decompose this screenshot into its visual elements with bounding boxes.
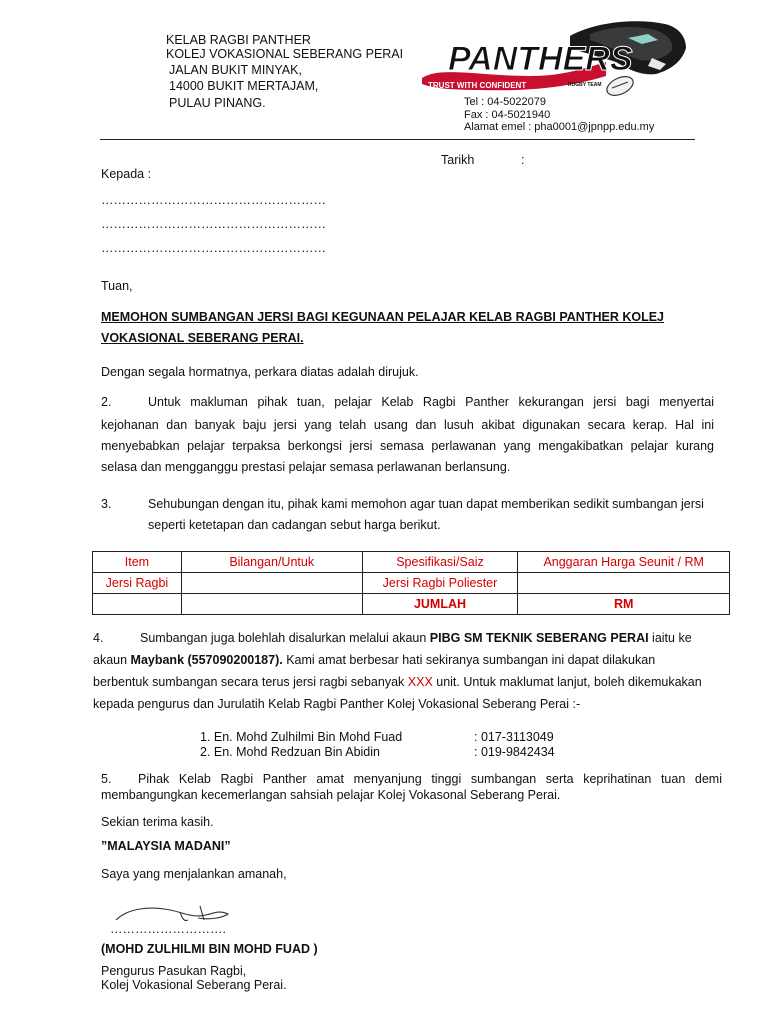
signatory-name: (MOHD ZULHILMI BIN MOHD FUAD ) bbox=[101, 942, 318, 956]
para5-number: 5. bbox=[101, 772, 112, 786]
col-header-price: Anggaran Harga Seunit / RM bbox=[518, 552, 730, 573]
para5-line-1: Pihak Kelab Ragbi Panther amat menyanjung tinggi sumbangan serta keprihatinan tuan demi bbox=[138, 772, 722, 786]
telephone: Tel : 04-5022079 bbox=[464, 96, 546, 108]
pibg-account-name: PIBG SM TEKNIK SEBERANG PERAI bbox=[429, 631, 649, 645]
para4-line-4: kepada pengurus dan Jurulatih Kelab Ragbi Panther Kolej Vokasional Seberang Perai :- bbox=[93, 697, 581, 711]
paragraph-1: Dengan segala hormatnya, perkara diatas adalah dirujuk. bbox=[101, 365, 419, 379]
cell-price bbox=[518, 573, 730, 594]
contact-name-2: 2. En. Mohd Redzuan Bin Abidin bbox=[200, 745, 380, 759]
cell-specification: Jersi Ragbi Poliester bbox=[362, 573, 518, 594]
cell-quantity bbox=[181, 573, 362, 594]
para3-line-2: seperti ketetapan dan cadangan sebut harga berikut. bbox=[148, 518, 441, 532]
table-header-row bbox=[93, 552, 730, 573]
para4-number: 4. bbox=[93, 631, 104, 645]
panthers-logo bbox=[420, 18, 690, 98]
email[interactable]: Alamat emel : pha0001@jpnpp.edu.my bbox=[464, 121, 655, 133]
table-row bbox=[93, 573, 730, 594]
para5-line-2: membangungkan kecemerlangan sahsiah pelajar Kolej Vokasonal Seberang Perai. bbox=[101, 788, 561, 802]
recipient-line-2: ……………………………………………… bbox=[101, 217, 326, 231]
address-line-3: PULAU PINANG. bbox=[169, 96, 266, 110]
org-college: KOLEJ VOKASIONAL SEBERANG PERAI bbox=[166, 47, 404, 61]
para4-text: Kami amat berbesar hati sekiranya sumbangan ini dapat dilakukan bbox=[282, 653, 656, 667]
recipient-line-1: ……………………………………………… bbox=[101, 193, 326, 207]
header-divider bbox=[100, 139, 695, 140]
contact-name-1: 1. En. Mohd Zulhilmi Bin Mohd Fuad bbox=[200, 730, 403, 744]
para2-line-1: Untuk makluman pihak tuan, pelajar Kelab Ragbi Panther kekurangan jersi bagi menyertai bbox=[148, 395, 714, 409]
para4-text: akaun bbox=[93, 653, 131, 667]
motto: ”MALAYSIA MADANI” bbox=[101, 839, 231, 853]
recipient-label: Kepada : bbox=[101, 167, 152, 181]
col-header-specification: Spesifikasi/Saiz bbox=[362, 552, 518, 573]
cell-item: Jersi Ragbi bbox=[93, 573, 182, 594]
para2-line-2: kejohanan dan banyak baju jersi yang telah usang dan lusuh akibat digunakan secara kerap. Hal ini bbox=[101, 418, 714, 432]
org-name: KELAB RAGBI PANTHER bbox=[166, 33, 311, 47]
recipient-line-3: ……………………………………………… bbox=[101, 241, 326, 255]
closing: Sekian terima kasih. bbox=[101, 815, 214, 829]
signatory-title-1: Pengurus Pasukan Ragbi, bbox=[101, 964, 247, 978]
col-header-item: Item bbox=[93, 552, 182, 573]
date-label: Tarikh bbox=[441, 153, 475, 167]
col-header-quantity: Bilangan/Untuk bbox=[181, 552, 362, 573]
subject-line-2: VOKASIONAL SEBERANG PERAI. bbox=[101, 331, 304, 345]
logo-subtag: RUGBY TEAM bbox=[568, 82, 602, 88]
logo-tagline: TRUST WITH CONFIDENT bbox=[428, 81, 527, 90]
para4-line-1 bbox=[140, 631, 692, 645]
contact-phone-1: : 017-3113049 bbox=[474, 730, 554, 744]
total-label: JUMLAH bbox=[362, 594, 518, 615]
para4-text: unit. Untuk maklumat lanjut, boleh dikemukakan bbox=[432, 675, 702, 689]
para4-text: iaitu ke bbox=[648, 631, 692, 645]
signature-dots: ………………………. bbox=[110, 922, 226, 936]
cell-empty bbox=[93, 594, 182, 615]
logo-wordmark: PANTHERS bbox=[448, 40, 633, 78]
total-value: RM bbox=[518, 594, 730, 615]
contact-phone-2: : 019-9842434 bbox=[474, 745, 555, 759]
para2-line-3: menyebabkan pelajar terpaksa berkongsi jersi semasa perlawanan yang mengakibatkan pelajar kurang bbox=[101, 439, 714, 453]
salutation: Tuan, bbox=[101, 279, 133, 293]
date-colon: : bbox=[521, 153, 525, 167]
address-line-2: 14000 BUKIT MERTAJAM, bbox=[169, 79, 319, 93]
para4-text: berbentuk sumbangan secara terus jersi ragbi sebanyak bbox=[93, 675, 408, 689]
para2-line-4: selasa dan mengganggu prestasi pelajar semasa perlawanan berlansung. bbox=[101, 460, 511, 474]
para2-number: 2. bbox=[101, 395, 112, 409]
signatory-title-2: Kolej Vokasional Seberang Perai. bbox=[101, 978, 287, 992]
sign-off: Saya yang menjalankan amanah, bbox=[101, 867, 287, 881]
fax: Fax : 04-5021940 bbox=[464, 109, 551, 121]
donation-table bbox=[92, 551, 730, 615]
bank-account-number: Maybank (557090200187). bbox=[130, 653, 283, 667]
subject-line-1: MEMOHON SUMBANGAN JERSI BAGI KEGUNAAN PELAJAR KELAB RAGBI PANTHER KOLEJ bbox=[101, 310, 664, 324]
para4-line-2 bbox=[93, 653, 655, 667]
para3-line-1: Sehubungan dengan itu, pihak kami memohon agar tuan dapat memberikan sedikit sumbangan jersi bbox=[148, 497, 704, 511]
unit-placeholder: XXX bbox=[407, 675, 433, 689]
address-line-1: JALAN BUKIT MINYAK, bbox=[169, 63, 302, 77]
cell-empty bbox=[181, 594, 362, 615]
para4-text: Sumbangan juga bolehlah disalurkan melalui akaun bbox=[140, 631, 430, 645]
table-total-row bbox=[93, 594, 730, 615]
para3-number: 3. bbox=[101, 497, 112, 511]
para4-line-3 bbox=[93, 675, 702, 689]
